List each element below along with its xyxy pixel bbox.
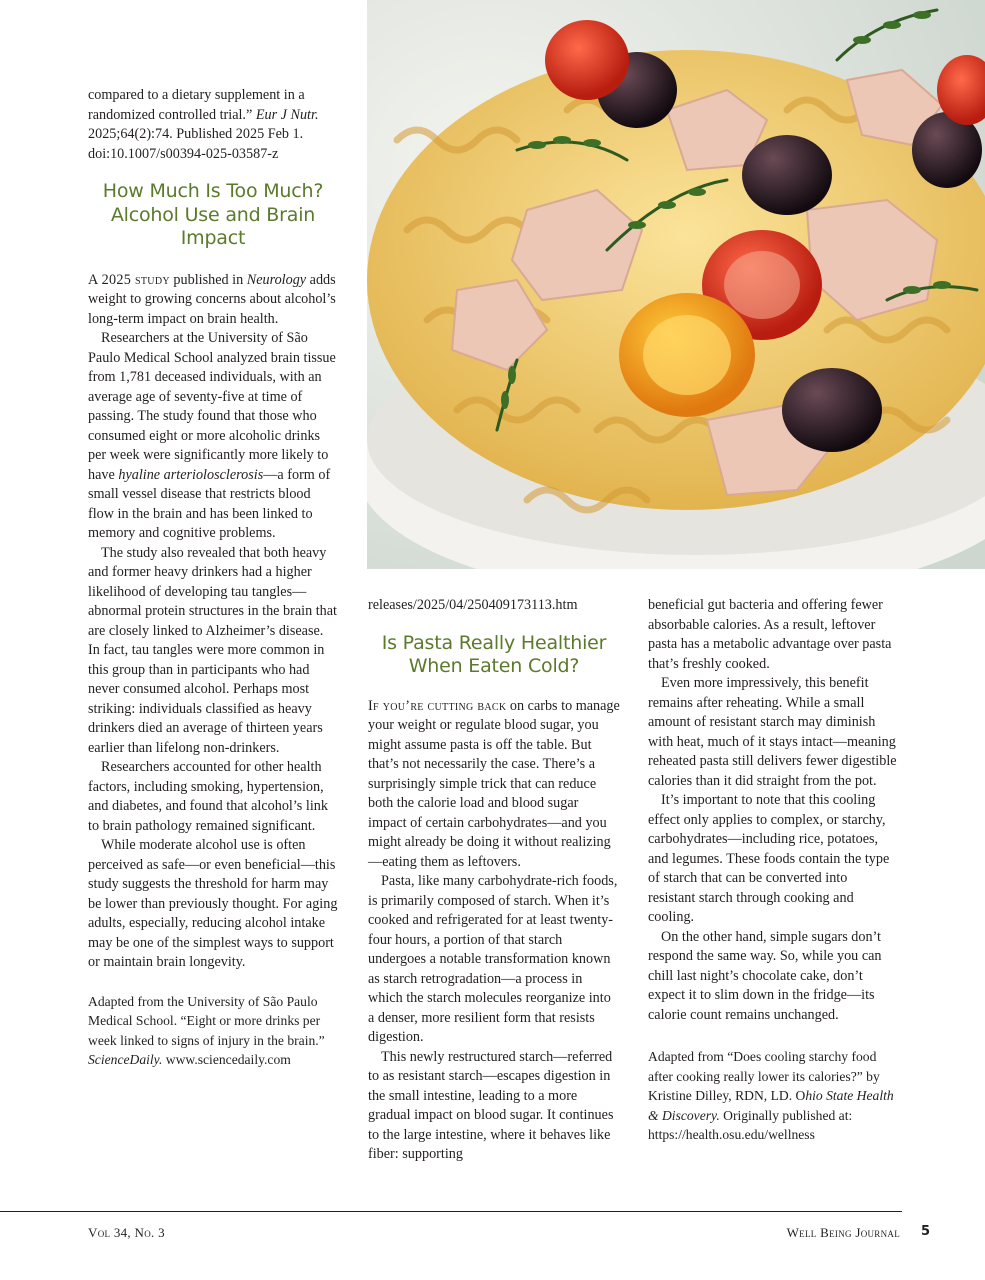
alcohol-source: Adapted from the University of São Paulo Medical School. “Eight or more drinks per week linked to signs of injury in the brain.” ScienceDaily. www.sciencedaily.com [88,993,325,1067]
issue-label: Vol 34, No. 3 [88,1225,165,1240]
alcohol-para-3: The study also revealed that both heavy and former heavy drinkers had a higher likelihood of developing tau tangles—abnormal protein structures in the brain that are closely linked to Alzheimer’s disease. In fact, tau tangles were more common in this group than in participants who had never consumed alcohol. Perhaps most striking: individuals classified as heavy drinkers died an average of thirteen years earlier than lifelong non-drinkers. [88,544,337,756]
url-tail: releases/2025/04/250409173113.htm [368,597,578,613]
middle-column [368,596,620,1165]
pasta-article-heading: Is Pasta Really Healthier When Eaten Cold? [381,631,607,677]
page-number: 5 [921,1224,931,1239]
alcohol-para-5: While moderate alcohol use is often perceived as safe—or even beneficial—this study suggests the threshold for harm may be lower than previously thought. For aging adults, especially, reducing alcohol intake may be one of the simplest ways to support or maintain brain longevity. [88,837,338,970]
footer-divider [0,1211,902,1212]
pasta-para-1: If you’re cutting back on carbs to manage your weight or regulate blood sugar, you might assume pasta is off the table. But that’s not necessarily the case. There’s a surprisingly simple trick that can reduce both the calorie load and blood sugar impact of certain carbohydrates—and you might already be doing it without realizing—eating them as leftovers. [368,697,620,870]
pasta-para-5: Even more impressively, this benefit remains after reheating. While a small amount of resistant starch may diminish with heat, much of it stays intact—meaning reheated pasta still delivers fewer digestible calories than it did straight from the pot. [648,675,897,789]
pasta-para-4: beneficial gut bacteria and offering fewer absorbable calories. As a result, leftover pasta has a metabolic advantage over pasta that’s freshly cooked. [648,597,892,672]
left-column [88,86,338,1070]
pasta-para-7: On the other hand, simple sugars don’t respond the same way. So, while you can chill last night’s chocolate cake, don’t expect it to slim down in the fridge—its calorie count remains unchanged. [648,928,882,1023]
alcohol-para-4: Researchers accounted for other health factors, including smoking, hypertension, and diabetes, and found that alcohol’s link to brain pathology remained significant. [88,759,328,834]
pasta-para-6: It’s important to note that this cooling effect only applies to complex, or starchy, carbohydrates—including rice, potatoes, and legumes. These foods contain the type of starch that can be converted into resistant starch through cooking and cooling. [648,792,890,925]
alcohol-para-2: Researchers at the University of São Paulo Medical School analyzed brain tissue from 1,781 deceased individuals, with an average age of seventy-five at time of passing. The study found that those who consumed eight or more alcoholic drinks per week were significantly more likely to have hyaline arteriolosclerosis—a form of small vessel disease that restricts blood flow in the brain and has been linked to memory and cognitive problems. [88,330,336,541]
pasta-para-2: Pasta, like many carbohydrate-rich foods, is primarily composed of starch. When it’s cooked and refrigerated for at least twenty-four hours, a portion of that starch undergoes a notable transformation known as starch retrogradation—a process in which the starch molecules reorganize into a denser, more resilient form that resists digestion. [368,873,618,1045]
pasta-salad-photo [367,0,985,569]
pasta-source: Adapted from “Does cooling starchy food after cooking really lower its calories?” by Kristine Dilley, RDN, LD. Ohio State Health & Discovery. Originally published at: https://health.osu.edu/wellness [648,1049,894,1142]
alcohol-para-1: A 2025 study published in Neurology adds weight to growing concerns about alcohol’s long-term impact on brain health. [88,271,336,327]
alcohol-article-heading: How Much Is Too Much? Alcohol Use and Brain Impact [102,180,324,249]
pasta-salad-illustration [367,0,985,569]
journal-name: Well Being Journal [786,1225,900,1240]
pasta-para-3: This newly restructured starch—referred to as resistant starch—escapes digestion in the small intestine, leading to a more gradual impact on blood sugar. It continues to the large intestine, where it behaves like fiber: supporting [368,1048,614,1162]
citation-tail: compared to a dietary supplement in a randomized controlled trial.” Eur J Nutr. 2025;64(2):74. Published 2025 Feb 1. doi:10.1007/s00394-025-03587-z [88,87,319,162]
right-column [648,596,898,1145]
